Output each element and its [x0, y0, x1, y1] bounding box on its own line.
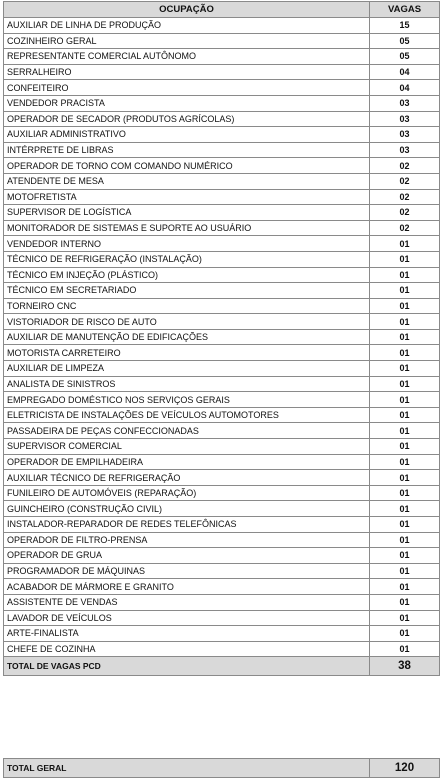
vacancies-cell: 04 [370, 80, 440, 96]
occupation-cell: TÉCNICO DE REFRIGERAÇÃO (INSTALAÇÃO) [4, 251, 370, 267]
table-row [4, 423, 440, 439]
occupation-cell: REPRESENTANTE COMERCIAL AUTÔNOMO [4, 49, 370, 65]
vacancies-cell: 01 [370, 392, 440, 408]
vacancies-cell: 02 [370, 205, 440, 221]
occupation-cell: AUXILIAR DE LIMPEZA [4, 361, 370, 377]
vacancies-cell: 01 [370, 361, 440, 377]
vacancies-cell: 01 [370, 641, 440, 657]
table-row [4, 548, 440, 564]
occupation-cell: PROGRAMADOR DE MÁQUINAS [4, 563, 370, 579]
occupation-cell: TÉCNICO EM INJEÇÃO (PLÁSTICO) [4, 267, 370, 283]
vacancies-cell: 01 [370, 517, 440, 533]
vacancies-cell: 01 [370, 283, 440, 299]
table-row [4, 485, 440, 501]
table-row [4, 49, 440, 65]
vacancies-cell: 01 [370, 236, 440, 252]
vacancies-cell: 01 [370, 298, 440, 314]
occupation-cell: ACABADOR DE MÁRMORE E GRANITO [4, 579, 370, 595]
vacancies-cell: 01 [370, 345, 440, 361]
vacancies-cell: 01 [370, 610, 440, 626]
table-row [4, 267, 440, 283]
table-row [4, 314, 440, 330]
occupation-cell: AUXILIAR DE MANUTENÇÃO DE EDIFICAÇÕES [4, 329, 370, 345]
table-row [4, 610, 440, 626]
vacancies-cell: 01 [370, 407, 440, 423]
occupation-cell: AUXILIAR DE LINHA DE PRODUÇÃO [4, 18, 370, 34]
table-row [4, 251, 440, 267]
occupation-cell: SERRALHEIRO [4, 64, 370, 80]
table-row [4, 95, 440, 111]
table-row [4, 361, 440, 377]
vacancies-cell: 01 [370, 423, 440, 439]
table-row [4, 626, 440, 642]
table-body [4, 18, 440, 657]
table-row [4, 579, 440, 595]
total-geral-label: TOTAL GERAL [4, 759, 370, 778]
occupation-cell: SUPERVISOR COMERCIAL [4, 439, 370, 455]
vacancies-cell: 01 [370, 563, 440, 579]
table-row [4, 283, 440, 299]
table-row [4, 189, 440, 205]
occupation-cell: FUNILEIRO DE AUTOMÓVEIS (REPARAÇÃO) [4, 485, 370, 501]
vacancies-cell: 01 [370, 626, 440, 642]
occupation-cell: ANALISTA DE SINISTROS [4, 376, 370, 392]
occupation-column-header: OCUPAÇÃO [4, 2, 370, 18]
occupation-cell: VENDEDOR PRACISTA [4, 95, 370, 111]
vacancies-cell: 01 [370, 267, 440, 283]
vacancies-cell: 03 [370, 95, 440, 111]
vacancies-cell: 01 [370, 470, 440, 486]
table-row [4, 64, 440, 80]
occupation-cell: ARTE-FINALISTA [4, 626, 370, 642]
occupation-cell: VISTORIADOR DE RISCO DE AUTO [4, 314, 370, 330]
vacancies-cell: 01 [370, 501, 440, 517]
occupation-cell: PASSADEIRA DE PEÇAS CONFECCIONADAS [4, 423, 370, 439]
vacancies-cell: 03 [370, 111, 440, 127]
occupation-cell: TÉCNICO EM SECRETARIADO [4, 283, 370, 299]
total-pcd-label: TOTAL DE VAGAS PCD [4, 657, 370, 676]
vacancies-cell: 01 [370, 314, 440, 330]
table-row [4, 501, 440, 517]
vacancies-cell: 15 [370, 18, 440, 34]
vacancies-cell: 04 [370, 64, 440, 80]
occupation-cell: CHEFE DE COZINHA [4, 641, 370, 657]
vacancies-cell: 02 [370, 173, 440, 189]
table-row [4, 454, 440, 470]
occupation-cell: EMPREGADO DOMÉSTICO NOS SERVIÇOS GERAIS [4, 392, 370, 408]
table-row [4, 470, 440, 486]
table-row [4, 517, 440, 533]
occupation-cell: SUPERVISOR DE LOGÍSTICA [4, 205, 370, 221]
table-row [4, 127, 440, 143]
occupation-cell: OPERADOR DE GRUA [4, 548, 370, 564]
vacancies-cell: 05 [370, 33, 440, 49]
occupation-cell: INTÉRPRETE DE LIBRAS [4, 142, 370, 158]
occupation-cell: INSTALADOR-REPARADOR DE REDES TELEFÔNICAS [4, 517, 370, 533]
occupation-cell: MONITORADOR DE SISTEMAS E SUPORTE AO USUÁRIO [4, 220, 370, 236]
table-header-row [4, 2, 440, 18]
occupation-cell: CONFEITEIRO [4, 80, 370, 96]
vacancies-cell: 03 [370, 142, 440, 158]
total-geral-table [3, 758, 440, 778]
table-row [4, 142, 440, 158]
occupation-cell: MOTOFRETISTA [4, 189, 370, 205]
occupation-cell: COZINHEIRO GERAL [4, 33, 370, 49]
table-row [4, 80, 440, 96]
vacancies-cell: 02 [370, 158, 440, 174]
vacancies-cell: 01 [370, 251, 440, 267]
vacancies-cell: 01 [370, 548, 440, 564]
occupation-cell: ELETRICISTA DE INSTALAÇÕES DE VEÍCULOS AUTOMOTORES [4, 407, 370, 423]
occupation-cell: VENDEDOR INTERNO [4, 236, 370, 252]
table-row [4, 236, 440, 252]
table-row [4, 439, 440, 455]
table-row [4, 298, 440, 314]
vacancies-cell: 01 [370, 376, 440, 392]
total-pcd-row [4, 657, 440, 676]
table-row [4, 392, 440, 408]
table-row [4, 205, 440, 221]
vacancies-cell: 03 [370, 127, 440, 143]
table-row [4, 158, 440, 174]
vacancies-cell: 01 [370, 454, 440, 470]
vacancies-cell: 01 [370, 532, 440, 548]
vacancies-cell: 02 [370, 189, 440, 205]
table-row [4, 345, 440, 361]
table-row [4, 220, 440, 236]
vacancies-cell: 01 [370, 329, 440, 345]
occupation-cell: OPERADOR DE EMPILHADEIRA [4, 454, 370, 470]
table-row [4, 173, 440, 189]
occupation-cell: LAVADOR DE VEÍCULOS [4, 610, 370, 626]
table-row [4, 532, 440, 548]
occupation-cell: OPERADOR DE FILTRO-PRENSA [4, 532, 370, 548]
vacancies-cell: 02 [370, 220, 440, 236]
vacancies-column-header: VAGAS [370, 2, 440, 18]
table-row [4, 18, 440, 34]
total-pcd-value: 38 [370, 657, 440, 676]
occupation-cell: MOTORISTA CARRETEIRO [4, 345, 370, 361]
table-row [4, 376, 440, 392]
occupation-cell: AUXILIAR ADMINISTRATIVO [4, 127, 370, 143]
occupation-cell: TORNEIRO CNC [4, 298, 370, 314]
table-row [4, 329, 440, 345]
table-row [4, 563, 440, 579]
vacancies-cell: 01 [370, 579, 440, 595]
table-row [4, 33, 440, 49]
vacancies-cell: 01 [370, 485, 440, 501]
occupation-cell: GUINCHEIRO (CONSTRUÇÃO CIVIL) [4, 501, 370, 517]
occupation-cell: AUXILIAR TÉCNICO DE REFRIGERAÇÃO [4, 470, 370, 486]
occupation-cell: OPERADOR DE TORNO COM COMANDO NUMÉRICO [4, 158, 370, 174]
table-row [4, 594, 440, 610]
occupation-cell: ASSISTENTE DE VENDAS [4, 594, 370, 610]
total-geral-row [4, 759, 440, 778]
occupation-cell: ATENDENTE DE MESA [4, 173, 370, 189]
vacancies-cell: 01 [370, 594, 440, 610]
table-row [4, 407, 440, 423]
table-row [4, 111, 440, 127]
occupation-cell: OPERADOR DE SECADOR (PRODUTOS AGRÍCOLAS) [4, 111, 370, 127]
vacancies-cell: 05 [370, 49, 440, 65]
vacancies-table [3, 1, 440, 676]
table-row [4, 641, 440, 657]
vacancies-cell: 01 [370, 439, 440, 455]
total-geral-value: 120 [370, 759, 440, 778]
